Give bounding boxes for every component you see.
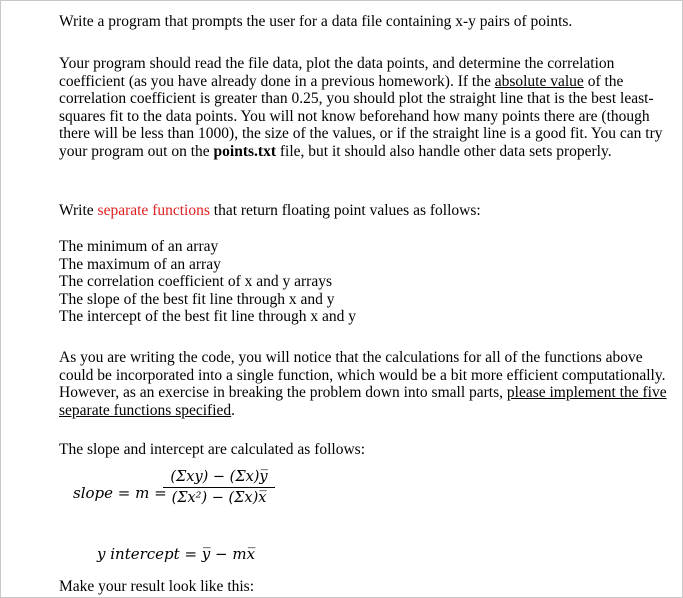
- implement-five-functions: please implement the five separate functions specified: [59, 384, 667, 419]
- description-part1: Your program should read the file data, plot the data points, and determine the correlation coefficient (as you have already done in a previous homework). If the: [59, 55, 615, 90]
- note-text: As you are writing the code, you will notice that the calculations for all of the functions above could be incorporated into a single function, which would be a bit more efficient computationally. However, as an exercise in breaking the problem down into small parts,: [59, 349, 666, 401]
- list-item: The correlation coefficient of x and y arrays: [59, 273, 332, 290]
- program-description: [59, 55, 669, 160]
- description-part3: file, but it should also handle other data sets properly.: [276, 142, 612, 160]
- function-list: [59, 238, 669, 326]
- functions-intro-pre: Write: [59, 202, 98, 219]
- closing-text: Make your result look like this:: [59, 578, 255, 595]
- implementation-note: [59, 349, 669, 419]
- slope-fraction: [163, 468, 275, 507]
- list-item: The intercept of the best fit line through x and y: [59, 308, 356, 325]
- intro-text: Write a program that prompts the user for a data file containing x-y pairs of points.: [59, 13, 573, 30]
- slope-label: slope = m =: [73, 484, 167, 502]
- separate-functions-highlight: separate functions: [97, 202, 210, 219]
- filename-text: points.txt: [213, 142, 276, 160]
- note-end: .: [231, 401, 236, 419]
- absolute-value-link: absolute value: [494, 72, 584, 90]
- fraction-bar: [163, 487, 275, 488]
- functions-intro-post: that return floating point values as follows:: [209, 202, 481, 219]
- intercept-formula: y intercept = y̅ − mx̅: [97, 545, 256, 563]
- functions-intro: [59, 202, 669, 220]
- list-item: The maximum of an array: [59, 255, 221, 273]
- slope-numerator: (Σxy) − (Σx)y̅: [170, 469, 268, 485]
- list-item: The minimum of an array: [59, 238, 219, 255]
- list-item: The slope of the best fit line through x and y: [59, 290, 335, 308]
- slope-denominator: (Σx²) − (Σx)x̅: [171, 490, 267, 506]
- description-part2: of the correlation coefficient is greater than 0.25, you should plot the straight line that is the best least-squares fit to the data points. You will not know beforehand how many points there are (though there will be less than 1000), the size of the values, or if the straight line is a good fit. You can try your program out on the: [59, 72, 663, 160]
- calc-intro: The slope and intercept are calculated as follows:: [59, 441, 365, 458]
